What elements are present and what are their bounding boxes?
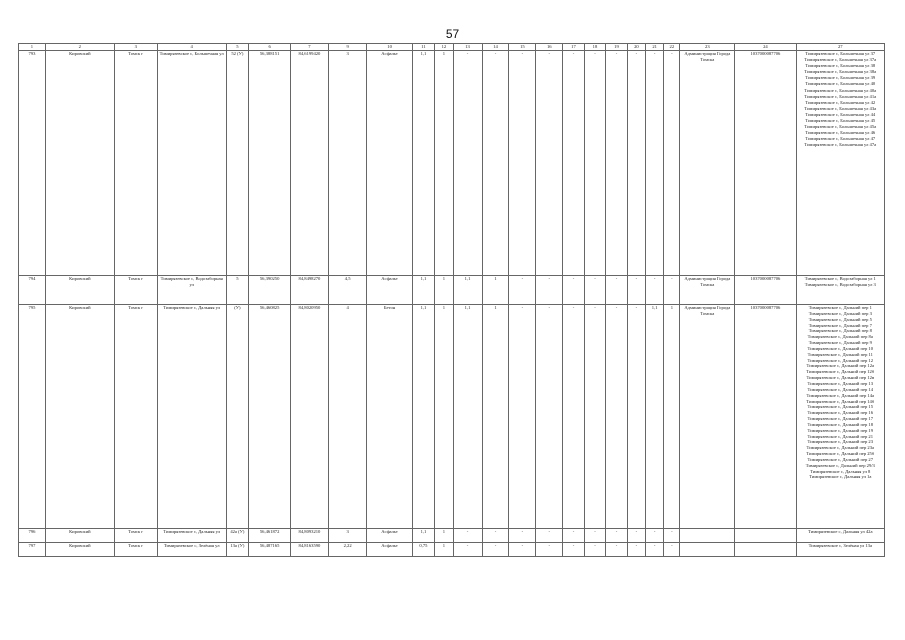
cell-c16: -: [536, 276, 563, 305]
cell-c11: 1,1: [412, 305, 435, 529]
cell-c12: 1: [435, 51, 453, 276]
column-number: 2: [45, 44, 114, 51]
address-line: Тимирязевское с, Зелёная ул 13а: [808, 543, 872, 548]
address-line: Тимирязевское с, Дальний пер 8: [808, 328, 872, 334]
cell-ogrn: 1037000087706: [735, 276, 796, 305]
cell-num: (У): [226, 305, 249, 529]
address-line: Тимирязевское с, Дальний пер 12в: [806, 375, 875, 381]
cell-c17: -: [563, 529, 585, 543]
cell-lat: 56,390250: [249, 276, 291, 305]
cell-c18: -: [584, 276, 606, 305]
cell-c12: 1: [435, 305, 453, 529]
address-line: Тимирязевское с, Большечная ул 38: [805, 63, 876, 69]
address-line: Тимирязевское с, Большечная ул 38а: [804, 69, 877, 75]
cell-c18: -: [584, 305, 606, 529]
address-line: Тимирязевское с, Дальний пер 14: [807, 386, 874, 392]
cell-org: Администрация Города Томска: [680, 51, 735, 276]
cell-c12: 1: [435, 276, 453, 305]
cell-c17: -: [563, 276, 585, 305]
cell-street: Тимирязевское с, Большечная ул: [157, 51, 226, 276]
cell-city: Томск г: [114, 276, 157, 305]
cell-c20: -: [627, 305, 645, 529]
cell-c17: -: [563, 305, 585, 529]
cell-c18: -: [584, 543, 606, 557]
cell-c19: -: [606, 305, 628, 529]
cell-c14: 1: [482, 276, 509, 305]
cell-no: 795: [19, 305, 46, 529]
address-line: Тимирязевское с, Дальний пер 14б: [806, 398, 875, 404]
column-number: 22: [664, 44, 680, 51]
address-line: Тимирязевское с, Дальний пер 8а: [807, 334, 873, 340]
column-number: 15: [509, 44, 536, 51]
address-line: Тимирязевское с, Дальний пер 15: [807, 404, 874, 410]
register-table: [18, 43, 885, 557]
cell-c20: -: [627, 51, 645, 276]
cell-c21: -: [646, 529, 664, 543]
cell-no: 794: [19, 276, 46, 305]
cell-c18: -: [584, 529, 606, 543]
cell-c22: -: [664, 543, 680, 557]
cell-c20: -: [627, 276, 645, 305]
cell-c14: 1: [482, 305, 509, 529]
address-line: Тимирязевское с, Дальний пер 16: [807, 410, 874, 416]
cell-c22: -: [664, 51, 680, 276]
table-row: [19, 51, 885, 276]
address-line: Тимирязевское с, Дальний пер 27: [807, 456, 874, 462]
cell-c21: -: [646, 543, 664, 557]
cell-c13: 1,1: [453, 305, 482, 529]
address-line: Тимирязевское с, Большечная ул 40: [805, 81, 876, 87]
address-line: Тимирязевское с, Водозаборная ул 1: [804, 276, 876, 281]
cell-c16: -: [536, 529, 563, 543]
column-number: 21: [646, 44, 664, 51]
address-line: Тимирязевское с, Большечная ул 37: [805, 51, 876, 56]
cell-c20: -: [627, 543, 645, 557]
cell-lon: 84,8163590: [291, 543, 329, 557]
address-line: Тимирязевское с, Дальний пер 11: [807, 351, 873, 357]
address-line: Тимирязевское с, Дальний пер 7: [808, 322, 872, 328]
cell-lat: 56,461872: [249, 529, 291, 543]
cell-city: Томск г: [114, 529, 157, 543]
cell-no: 796: [19, 529, 46, 543]
cell-street: Тимирязевское с, Зелёная ул: [157, 543, 226, 557]
column-number: 11: [412, 44, 435, 51]
cell-district: Кировский: [45, 276, 114, 305]
column-number: 3: [114, 44, 157, 51]
address-line: Тимирязевское с, Дальний пер 23: [807, 439, 874, 445]
address-line: Тимирязевское с, Дальний пер 13: [807, 380, 874, 386]
address-line: Тимирязевское с, Большечная ул 44: [805, 111, 876, 117]
cell-city: Томск г: [114, 543, 157, 557]
address-line: Тимирязевское с, Большечная ул 40а: [804, 87, 877, 93]
address-line: Тимирязевское с, Дальний пер 10: [807, 345, 874, 351]
cell-c15: -: [509, 276, 536, 305]
table-row: [19, 543, 885, 557]
cell-surface: Асфальт: [367, 276, 412, 305]
cell-c21: -: [646, 51, 664, 276]
cell-num: 13а (У): [226, 543, 249, 557]
cell-org: Администрация Города Томска: [680, 276, 735, 305]
cell-c12: 1: [435, 529, 453, 543]
column-number: 20: [627, 44, 645, 51]
cell-len: 4: [328, 305, 367, 529]
cell-c11: 1,1: [412, 276, 435, 305]
cell-c13: -: [453, 529, 482, 543]
cell-num: 42а (У): [226, 529, 249, 543]
cell-org: Администрация Города Томска: [680, 305, 735, 529]
cell-ogrn: [735, 543, 796, 557]
cell-c16: -: [536, 543, 563, 557]
cell-c13: -: [453, 51, 482, 276]
cell-ogrn: [735, 529, 796, 543]
table-row: [19, 276, 885, 305]
cell-addresses: [796, 276, 884, 305]
address-line: Тимирязевское с, Дальний пер 17: [807, 416, 874, 422]
column-number: 12: [435, 44, 453, 51]
cell-surface: Асфальт: [367, 543, 412, 557]
address-line: Тимирязевское с, Дальний пер 21: [807, 433, 874, 439]
cell-num: 52 (У): [226, 51, 249, 276]
cell-c13: -: [453, 543, 482, 557]
cell-street: Тимирязевское с, Дальняя ул: [157, 305, 226, 529]
cell-org: [680, 543, 735, 557]
column-number: 18: [584, 44, 606, 51]
address-line: Тимирязевское с, Дальний пер 25б: [806, 451, 875, 457]
address-line: Тимирязевское с, Большечная ул 45а: [804, 124, 877, 130]
address-line: Тимирязевское с, Большечная ул 41а: [804, 93, 877, 99]
column-number: 9: [328, 44, 367, 51]
cell-lon: 84,8020950: [291, 305, 329, 529]
column-number: 14: [482, 44, 509, 51]
cell-city: Томск г: [114, 305, 157, 529]
cell-lon: 84,8498270: [291, 276, 329, 305]
address-line: Тимирязевское с, Дальний пер 5: [808, 316, 872, 322]
cell-c21: -: [646, 276, 664, 305]
cell-c16: -: [536, 51, 563, 276]
address-line: Тимирязевское с, Дальний пер 29/3: [805, 462, 875, 468]
address-line: Тимирязевское с, Водозаборная ул 3: [804, 282, 876, 288]
cell-no: 793: [19, 51, 46, 276]
cell-ogrn: 1037000087706: [735, 51, 796, 276]
address-line: Тимирязевское с, Большечная ул 45: [805, 118, 876, 124]
column-number: 1: [19, 44, 46, 51]
cell-surface: Асфальт: [367, 51, 412, 276]
cell-c17: -: [563, 543, 585, 557]
cell-lon: 84,8093210: [291, 529, 329, 543]
cell-c15: -: [509, 529, 536, 543]
cell-c15: -: [509, 305, 536, 529]
cell-lon: 84,6199420: [291, 51, 329, 276]
cell-c17: -: [563, 51, 585, 276]
address-line: Тимирязевское с, Дальний пер 12а: [806, 363, 875, 369]
cell-c21: 1,1: [646, 305, 664, 529]
address-line: Тимирязевское с, Дальний пер 18: [807, 421, 874, 427]
address-line: Тимирязевское с, Дальняя ул 42а: [808, 529, 873, 534]
column-number: 5: [226, 44, 249, 51]
address-line: Тимирязевское с, Дальняя ул 8: [810, 468, 871, 474]
cell-c11: 1,1: [412, 529, 435, 543]
cell-len: 3: [328, 51, 367, 276]
column-number-row: [19, 44, 885, 51]
cell-lat: 56,388151: [249, 51, 291, 276]
column-number: 4: [157, 44, 226, 51]
cell-c16: -: [536, 305, 563, 529]
cell-street: Тимирязевское с, Водозаборная ул: [157, 276, 226, 305]
cell-addresses: [796, 529, 884, 543]
cell-c11: 1,1: [412, 51, 435, 276]
cell-lat: 56,487165: [249, 543, 291, 557]
cell-c14: -: [482, 51, 509, 276]
cell-len: 3: [328, 529, 367, 543]
cell-c14: -: [482, 543, 509, 557]
cell-c18: -: [584, 51, 606, 276]
cell-district: Кировский: [45, 529, 114, 543]
column-number: 27: [796, 44, 884, 51]
address-line: Тимирязевское с, Большечная ул 46: [805, 130, 876, 136]
cell-no: 797: [19, 543, 46, 557]
cell-addresses: [796, 305, 884, 529]
address-line: Тимирязевское с, Дальний пер 12б: [806, 369, 875, 375]
cell-len: 2,22: [328, 543, 367, 557]
cell-c11: 0,75: [412, 543, 435, 557]
address-line: Тимирязевское с, Дальний пер 9: [808, 340, 872, 346]
column-number: 16: [536, 44, 563, 51]
table-row: [19, 305, 885, 529]
cell-city: Томск г: [114, 51, 157, 276]
column-number: 24: [735, 44, 796, 51]
cell-len: 4,5: [328, 276, 367, 305]
address-line: Тимирязевское с, Большечная ул 42: [805, 99, 876, 105]
cell-c22: 1: [664, 305, 680, 529]
page-number: 57: [445, 27, 460, 41]
column-number: 17: [563, 44, 585, 51]
cell-c19: -: [606, 529, 628, 543]
address-line: Тимирязевское с, Дальний пер 3: [808, 310, 872, 316]
cell-c19: -: [606, 543, 628, 557]
column-number: 13: [453, 44, 482, 51]
cell-addresses: [796, 51, 884, 276]
cell-ogrn: 1037000087706: [735, 305, 796, 529]
cell-c22: -: [664, 529, 680, 543]
address-line: Тимирязевское с, Дальний пер 1: [808, 305, 872, 310]
column-number: 7: [291, 44, 329, 51]
address-line: Тимирязевское с, Дальний пер 12: [807, 357, 874, 363]
cell-c20: -: [627, 529, 645, 543]
column-number: 10: [367, 44, 412, 51]
cell-c14: -: [482, 529, 509, 543]
cell-c15: -: [509, 543, 536, 557]
column-number: 19: [606, 44, 628, 51]
address-line: Тимирязевское с, Дальний пер 23а: [806, 445, 875, 451]
address-line: Тимирязевское с, Большечная ул 47а: [804, 142, 877, 148]
cell-org: [680, 529, 735, 543]
cell-c15: -: [509, 51, 536, 276]
cell-street: Тимирязевское с, Дальняя ул: [157, 529, 226, 543]
cell-addresses: [796, 543, 884, 557]
column-number: 23: [680, 44, 735, 51]
address-line: Тимирязевское с, Большечная ул 37а: [804, 57, 877, 63]
cell-district: Кировский: [45, 543, 114, 557]
address-line: Тимирязевское с, Дальний пер 14а: [806, 392, 875, 398]
cell-district: Кировский: [45, 51, 114, 276]
cell-lat: 56,460825: [249, 305, 291, 529]
cell-c12: 1: [435, 543, 453, 557]
cell-surface: Асфальт: [367, 529, 412, 543]
address-line: Тимирязевское с, Большечная ул 39: [805, 75, 876, 81]
cell-c19: -: [606, 276, 628, 305]
cell-num: 5: [226, 276, 249, 305]
cell-c19: -: [606, 51, 628, 276]
cell-c22: -: [664, 276, 680, 305]
cell-district: Кировский: [45, 305, 114, 529]
address-line: Тимирязевское с, Большечная ул 47: [805, 136, 876, 142]
address-line: Тимирязевское с, Большечная ул 43а: [804, 105, 877, 111]
address-line: Тимирязевское с, Дальний пер 19: [807, 427, 874, 433]
cell-c13: 1,1: [453, 276, 482, 305]
cell-surface: Бетон: [367, 305, 412, 529]
table-row: [19, 529, 885, 543]
column-number: 6: [249, 44, 291, 51]
address-line: Тимирязевское с, Дальняя ул 1а: [809, 474, 872, 480]
